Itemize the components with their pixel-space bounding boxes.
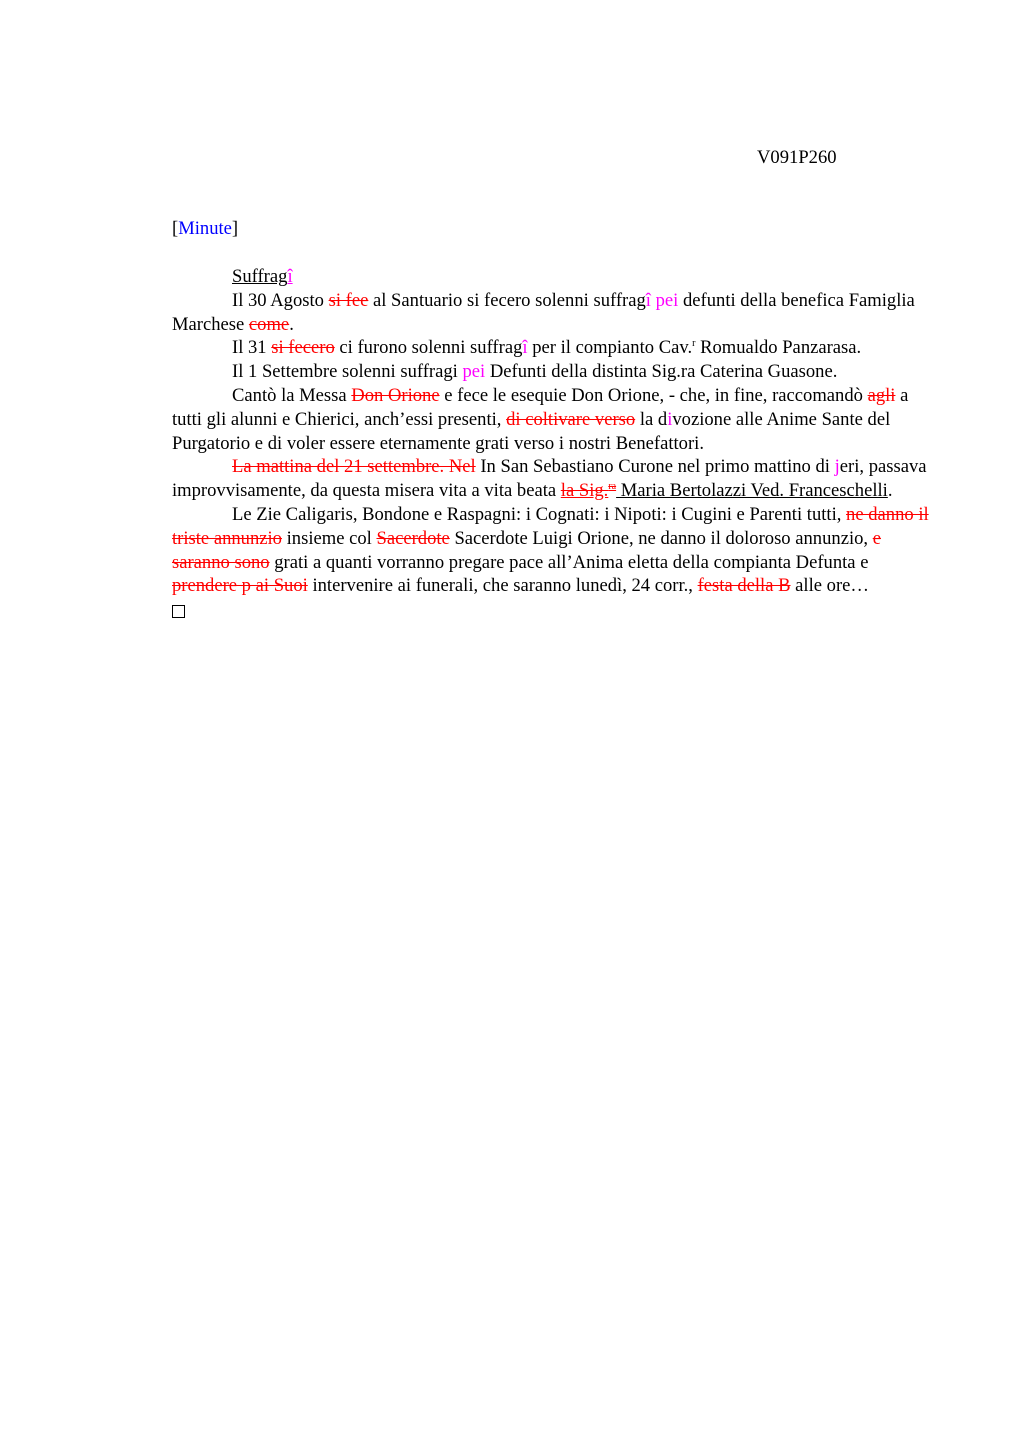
text-segment: eri, passava improvvisamente, da questa misera vita a vita beata (172, 456, 927, 502)
text-segment: Le Zie Caligaris, Bondone e Raspagni: i Cognati: i Nipoti: i Cugini e Parenti tutti, (232, 503, 847, 525)
text-segment: Cantò la Messa (232, 384, 352, 406)
paragraph (172, 336, 932, 360)
deleted-text: Don Orione (351, 384, 440, 406)
section-heading (172, 218, 238, 240)
document-body (172, 265, 932, 625)
text-segment: . (887, 480, 893, 502)
square-outline-icon (172, 605, 185, 618)
text-segment: defunti della benefica Famiglia Marchese (172, 289, 915, 335)
deleted-text: come (248, 313, 290, 335)
inserted-text: i (667, 408, 673, 430)
underlined-text: Maria Bertolazzi Ved. Franceschelli (616, 480, 888, 502)
deleted-text: La mattina del 21 settembre. Nel (232, 456, 476, 478)
paragraph (172, 503, 932, 598)
inserted-text: pei (462, 361, 486, 383)
paragraph (172, 360, 932, 384)
inserted-text: î (522, 337, 528, 359)
deleted-text: si fecero (271, 337, 335, 359)
text-segment: Defunti della distinta Sig.ra Caterina Guasone. (485, 361, 838, 383)
text-segment: a tutti gli alunni e Chierici, anch’essi presenti, (172, 384, 909, 430)
deleted-text: ne danno il triste annunzio (172, 503, 929, 549)
underlined-text: Suffrag (232, 266, 288, 287)
deleted-text: prendere p ai Suoi (172, 575, 308, 597)
section-close-bracket: ] (231, 218, 239, 239)
text-segment: alle ore… (790, 575, 870, 597)
text-segment: Il 30 Agosto (232, 289, 329, 311)
text-segment: r (692, 338, 696, 350)
deleted-text: e saranno sono (172, 527, 881, 573)
deleted-text: si fee (328, 289, 369, 311)
paragraph (172, 455, 932, 503)
text-segment: la d (635, 408, 668, 430)
deleted-text: di coltivare verso (506, 408, 636, 430)
inserted-text: pei (655, 289, 679, 311)
text-segment: e fece le esequie Don Orione, - che, in fine, raccomandò (439, 384, 868, 406)
inserted-text: j (834, 456, 840, 478)
text-segment: intervenire ai funerali, che saranno lunedì, 24 corr., (307, 575, 698, 597)
text-segment: In San Sebastiano Curone nel primo mattino di (475, 456, 835, 478)
deleted-text: la Sig. (560, 480, 609, 502)
section-label: Minute (178, 218, 232, 239)
document-reference: V091P260 (757, 147, 837, 168)
paragraph (172, 384, 932, 455)
paragraph (172, 289, 932, 337)
deleted-text: ra (608, 481, 617, 493)
text-segment: . (289, 313, 294, 335)
text-segment: Sacerdote Luigi Orione, ne danno il doloroso annunzio, (449, 527, 873, 549)
text-segment: Il 1 Settembre solenni suffragi (232, 361, 463, 383)
text-segment: per il compianto Cav. (527, 337, 693, 359)
inserted-text: î (287, 266, 293, 287)
section-open-bracket: [ (172, 218, 179, 239)
deleted-text: agli (867, 384, 896, 406)
deleted-text: festa della B (697, 575, 791, 597)
inserted-text: î (645, 289, 651, 311)
text-segment: Il 31 (232, 337, 272, 359)
end-marker (172, 598, 932, 625)
text-segment: vozione alle Anime Sante del Purgatorio e di voler essere eternamente grati verso i nostri Benefattori. (172, 408, 891, 454)
paragraph-title (172, 265, 932, 289)
text-segment: grati a quanti vorranno pregare pace all’Anima eletta della compianta Defunta e (269, 551, 869, 573)
deleted-text: Sacerdote (376, 527, 450, 549)
text-segment: insieme col (281, 527, 377, 549)
text-segment: ci furono solenni suffrag (334, 337, 523, 359)
text-segment: al Santuario si fecero solenni suffrag (368, 289, 646, 311)
text-segment: Romualdo Panzarasa. (695, 337, 862, 359)
